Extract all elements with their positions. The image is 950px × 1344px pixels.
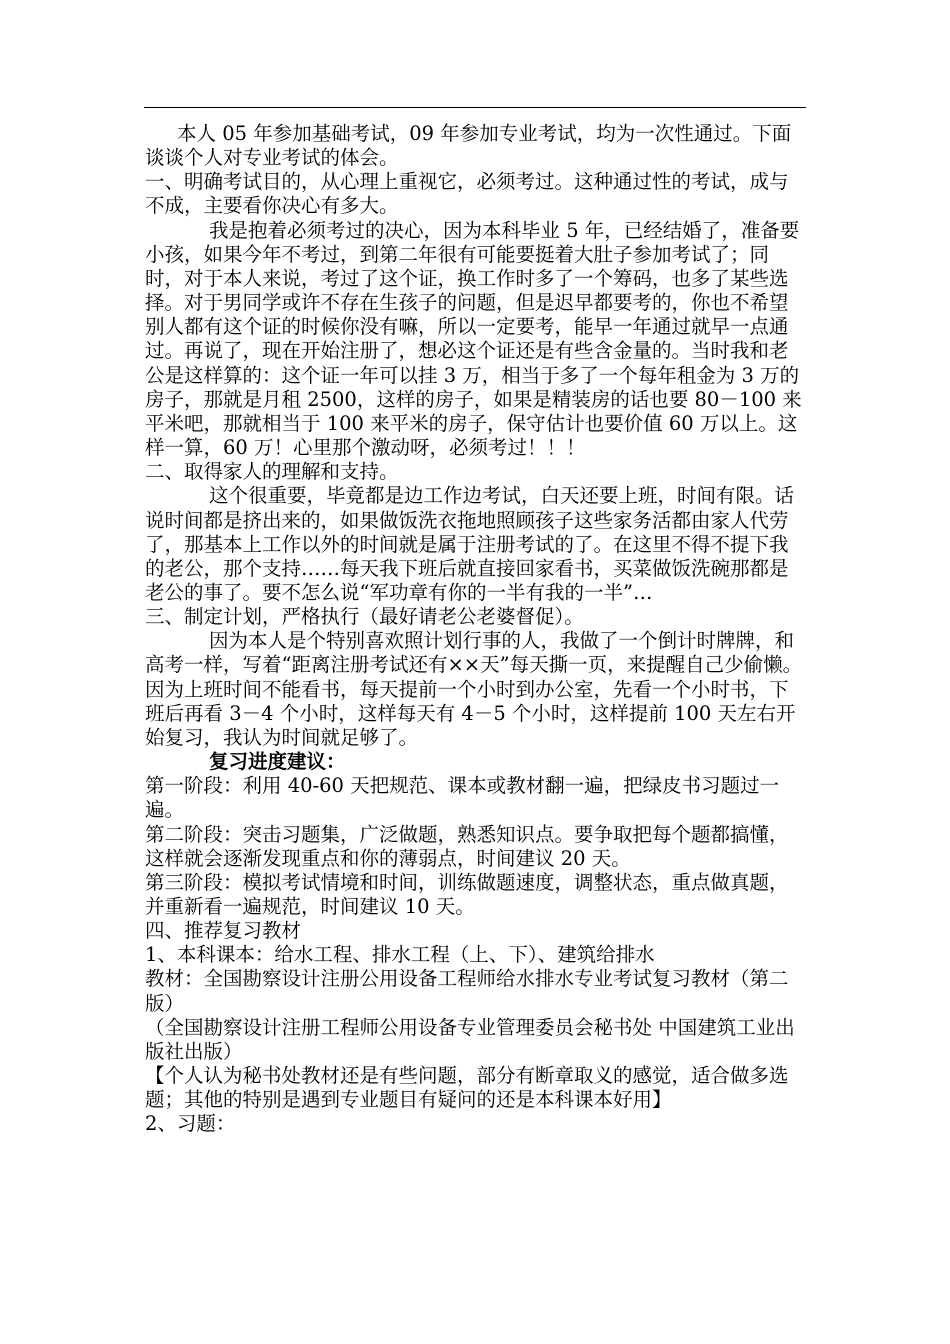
- section-heading-3: 三、制定计划，严格执行（最好请老公老婆督促）。: [145, 605, 584, 629]
- exercises-item-2: 2、习题：: [145, 1112, 236, 1136]
- document-body: [145, 122, 807, 1137]
- section-heading-4: 四、推荐复习教材: [145, 919, 302, 943]
- textbook-comment: 【个人认为秘书处教材还是有些问题，部分有断章取义的感觉，适合做多选题；其他的特别是遇到专业题目有疑问的还是本科课本好用】: [145, 1064, 789, 1112]
- textbook-teaching-material: 教材：全国勘察设计注册公用设备工程师给水排水专业考试复习教材（第二版）: [145, 967, 789, 1015]
- intro-paragraph: 本人 05 年参加基础考试，09 年参加专业考试，均为一次性通过。下面谈谈个人对专业考试的体会。: [145, 122, 792, 170]
- section-heading-1: 一、明确考试目的，从心理上重视它，必须考过。这种通过性的考试，成与不成，主要看你决心有多大。: [145, 170, 789, 218]
- section-heading-2: 二、取得家人的理解和支持。: [145, 460, 399, 484]
- stage-1: 第一阶段：利用 40-60 天把规范、课本或教材翻一遍，把绿皮书习题过一遍。: [145, 774, 780, 822]
- stage-2: 第二阶段：突击习题集，广泛做题，熟悉知识点。要争取把每个题都搞懂，这样就会逐渐发现重点和你的薄弱点，时间建议 20 天。: [145, 822, 789, 870]
- section-1-body: 我是抱着必须考过的决心，因为本科毕业 5 年，已经结婚了，准备要小孩，如果今年不考过，到第二年很有可能要挺着大肚子参加考试了；同时，对于本人来说，考过了这个证，换工作时多了一个筹码，也多了某些选择。对于男同学或许不存在生孩子的问题，但是迟早都要考的，你也不希望别人都有这个证的时候你没有嘛，所以一定要考，能早一年通过就早一点通过。再说了，现在开始注册了，想必这个证还是有些含金量的。当时我和老公是这样算的：这个证一年可以挂 3 万，相当于多了一个每年租金为 3 万的房子，那就是月租 2500，这样的房子，如果是精装房的话也要 80－100 来平米吧，那就相当于 100 来平米的房子，保守估计也要价值 60 万以上。这样一算，60 万！心里那个激动呀，必须考过！！！: [145, 218, 802, 460]
- textbook-item-1: 1、本科课本：给水工程、排水工程（上、下）、建筑给排水: [145, 943, 655, 967]
- section-3-body: 因为本人是个特别喜欢照计划行事的人，我做了一个倒计时牌牌，和高考一样，写着“距离注册考试还有××天”每天撕一页，来提醒自己少偷懒。因为上班时间不能看书，每天提前一个小时到办公室，先看一个小时书，下班后再看 3－4 个小时，这样每天有 4－5 个小时，这样提前 100 天左右开始复习，我认为时间就足够了。: [145, 629, 803, 749]
- section-2-body: 这个很重要，毕竟都是边工作边考试，白天还要上班，时间有限。话说时间都是挤出来的，如果做饭洗衣拖地照顾孩子这些家务活都由家人代劳了，那基本上工作以外的时间就是属于注册考试的了。在这里不得不提下我的老公，那个支持……每天我下班后就直接回家看书，买菜做饭洗碗那都是老公的事了。要不怎么说“军功章有你的一半有我的一半”…: [145, 484, 795, 604]
- textbook-publisher: （全国勘察设计注册工程师公用设备专业管理委员会秘书处 中国建筑工业出版社出版）: [145, 1015, 795, 1063]
- header-rule: [144, 107, 806, 108]
- stage-3: 第三阶段：模拟考试情境和时间，训练做题速度，调整状态，重点做真题，并重新看一遍规范，时间建议 10 天。: [145, 870, 789, 918]
- schedule-subheading: 复习进度建议：: [209, 750, 346, 774]
